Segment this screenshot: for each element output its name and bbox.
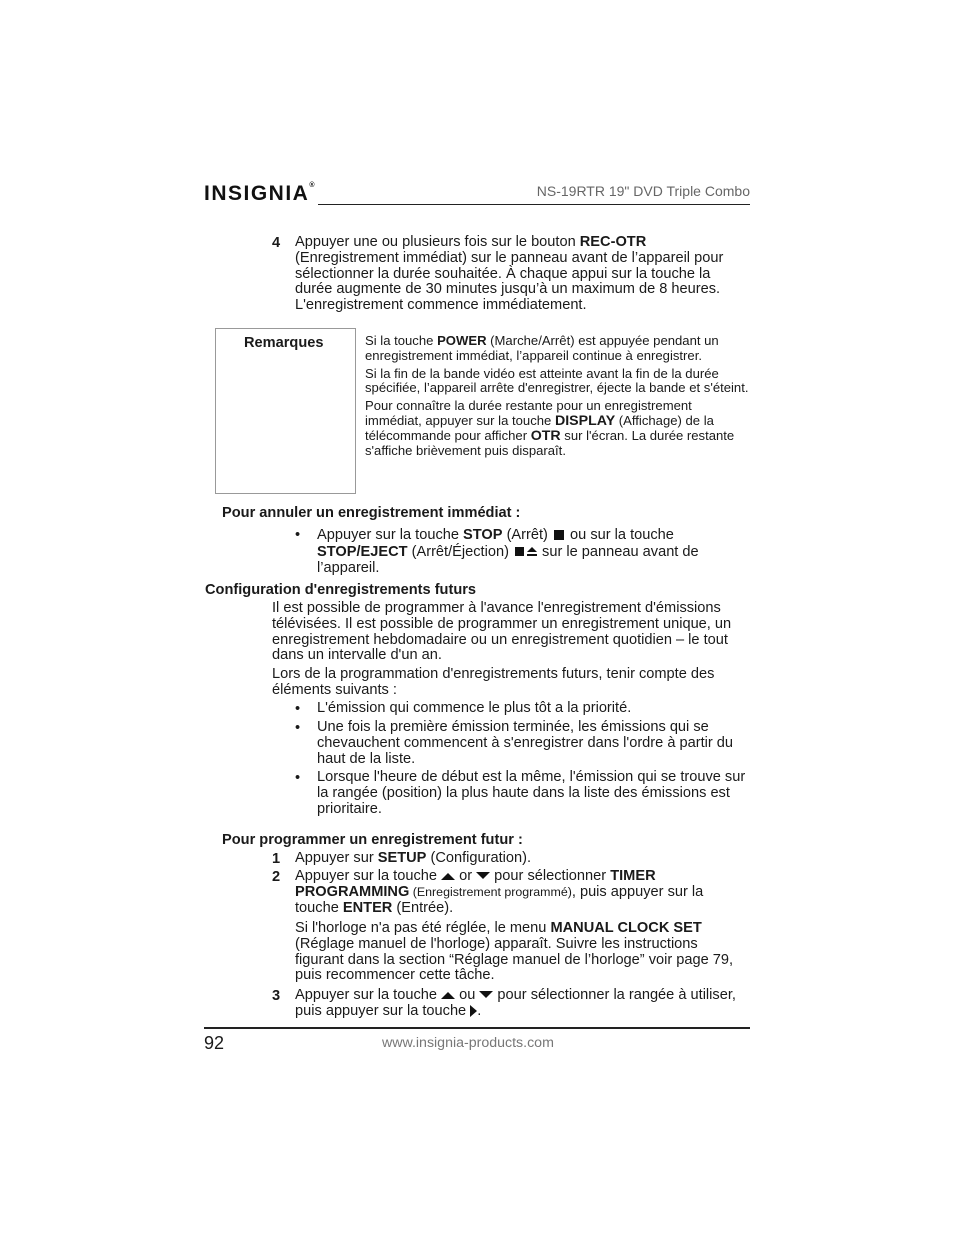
list-item: Lorsque l'heure de début est la même, l'émission qui se trouve sur la rangée (position) la plus haute dans la liste des émissions est prioritaire. xyxy=(317,769,746,817)
down-arrow-icon xyxy=(479,991,493,999)
text-run: Si la touche xyxy=(365,333,438,348)
bullet: • xyxy=(295,770,301,786)
notes-label: Remarques xyxy=(244,335,324,351)
down-arrow-icon xyxy=(476,872,490,880)
brand-logo xyxy=(204,182,315,206)
footer-url: www.insignia-products.com xyxy=(382,1035,554,1051)
step-text xyxy=(295,235,750,314)
text-run: , puis appuyer sur la touche xyxy=(295,883,704,916)
text-run: Appuyer sur la touche xyxy=(317,527,464,543)
step-text xyxy=(295,988,750,1020)
trademark-symbol: ® xyxy=(309,182,315,189)
brand-logo-text: INSIGNIA xyxy=(204,182,310,205)
text-run: ou xyxy=(455,987,480,1003)
page-number: 92 xyxy=(204,1033,225,1053)
bullet: • xyxy=(295,527,301,543)
enter-keyword: ENTER xyxy=(342,899,393,916)
manual-clock-set-keyword: MANUAL CLOCK SET xyxy=(550,920,702,936)
step-number: 3 xyxy=(272,988,281,1004)
text-run: pour sélectionner la rangée à utiliser, puis appuyer sur la touche xyxy=(295,987,736,1019)
timer-keyword: TIMER xyxy=(610,868,656,884)
paragraph xyxy=(295,921,750,984)
paragraph: Il est possible de programmer à l'avance l'enregistrement d'émissions télévisées. Il est possible de programmer un enregistrement unique, un enregistrement hebdomadaire ou un enregistrement quotidien – le tout dans un intervalle d'un an. xyxy=(272,600,732,664)
stop-icon xyxy=(554,530,564,540)
text-run: (Arrêt/Éjection) xyxy=(407,543,513,560)
text-run: ou sur la touche xyxy=(565,527,674,543)
text-run: (Enregistrement immédiat) sur le panneau avant de l’appareil pour sélectionner la durée souhaitée. À chaque appui sur la touche la durée augmente de 30 minutes jusqu’à un maximum de 8 heures. L'enregistrement commence immédiatement. xyxy=(295,249,724,314)
text-run: (Entrée). xyxy=(392,899,454,916)
notes-label-box xyxy=(215,328,356,494)
step-number: 1 xyxy=(272,851,281,867)
rec-otr-keyword: REC-OTR xyxy=(579,234,647,250)
step-number: 2 xyxy=(272,869,281,885)
footer-rule xyxy=(204,1027,750,1029)
bullet: • xyxy=(295,720,301,736)
section-heading: Pour programmer un enregistrement futur : xyxy=(222,832,523,848)
text-run: sur l'écran. La durée restante s'affiche brièvement puis disparaît. xyxy=(365,427,735,458)
text-run: (Enregistrement programmé) xyxy=(409,884,572,899)
text-run: Appuyer sur xyxy=(295,850,378,866)
programming-keyword: PROGRAMMING xyxy=(295,883,410,900)
note-item: Si la fin de la bande vidéo est atteinte avant la fin de la durée spécifiée, l’appareil arrête d'enregistrer, éjecte la bande et s'éteint. xyxy=(365,365,749,396)
header-rule xyxy=(318,204,750,205)
step-number: 4 xyxy=(272,235,281,251)
section-heading: Configuration d'enregistrements futurs xyxy=(205,582,477,598)
list-item: Une fois la première émission terminée, les émissions qui se chevauchent commencent à s'enregistrer dans l'ordre à partir du haut de la liste. xyxy=(317,719,734,767)
step-text xyxy=(295,851,750,867)
text-run: Pour connaître la durée restante pour un enregistrement immédiat, appuyer sur la touche xyxy=(365,398,692,428)
notes-content xyxy=(365,334,750,461)
text-run: or xyxy=(455,868,477,884)
up-arrow-icon xyxy=(441,872,455,880)
text-run: (Configuration). xyxy=(426,850,532,866)
text-run: (Affichage) de la télécommande pour afficher xyxy=(365,412,714,443)
power-keyword: POWER xyxy=(437,333,487,348)
note-item xyxy=(365,399,750,458)
setup-keyword: SETUP xyxy=(377,850,427,866)
text-run: Appuyer une ou plusieurs fois sur le bouton xyxy=(295,234,580,250)
text-run: (Arrêt) xyxy=(502,527,552,543)
text-run: pour sélectionner xyxy=(490,868,611,884)
text-run: sur le panneau avant de l’appareil. xyxy=(317,543,699,576)
paragraph: Lors de la programmation d'enregistrements futurs, tenir compte des éléments suivants : xyxy=(272,666,715,698)
text-run: (Marche/Arrêt) est appuyée pendant un enregistrement immédiat, l’appareil continue à enregistrer. xyxy=(365,333,719,363)
stop-eject-keyword: STOP/EJECT xyxy=(317,543,408,560)
bullet: • xyxy=(295,701,301,717)
note-item xyxy=(365,334,750,364)
step-text xyxy=(295,869,750,916)
stop-keyword: STOP xyxy=(463,527,503,543)
eject-icon xyxy=(526,546,538,557)
section-heading: Pour annuler un enregistrement immédiat : xyxy=(222,505,521,521)
text-run: Appuyer sur la touche xyxy=(295,868,442,884)
bullet-text xyxy=(317,527,750,577)
display-keyword: DISPLAY xyxy=(554,412,616,429)
up-arrow-icon xyxy=(441,991,455,999)
text-run: Si l'horloge n'a pas été réglée, le menu xyxy=(295,920,551,936)
list-item: L'émission qui commence le plus tôt a la priorité. xyxy=(317,700,632,716)
text-run: . xyxy=(477,1002,482,1019)
text-run: (Réglage manuel de l'horloge) apparaît. Suivre les instructions figurant dans la section “Réglage manuel de l’horloge” voir page 79, puis recommencer cette tâche. xyxy=(295,935,734,984)
text-run: Appuyer sur la touche xyxy=(295,987,442,1003)
product-title: NS-19RTR 19" DVD Triple Combo xyxy=(536,183,750,199)
stop-icon xyxy=(515,547,524,556)
otr-keyword: OTR xyxy=(530,427,561,444)
